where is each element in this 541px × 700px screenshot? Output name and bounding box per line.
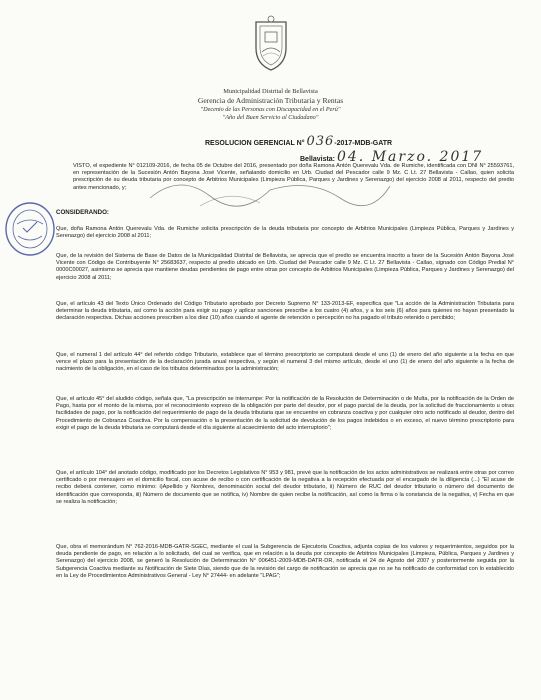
official-seal-stamp-icon — [3, 200, 57, 258]
municipal-crest-icon — [248, 14, 294, 72]
paragraph-5: Que, el artículo 45° del aludido código, señala que, "La prescripción se interrumpe: Por la notificación de la Resolución de Determinación o de Multa, por la notificación de la Orden de Pago, hasta por el monto de la misma, por el reconocimiento expreso de la obligación por parte del deudor, por el pago parcial de la deuda, por la solicitud de fraccionamiento u otras facilidades de pago, por la notificación del requerimiento de pago de la deuda tributaria que se encuentre en cobranza coactiva y por cualquier otro acto notificado al deudor, dentro del Procedimiento de Cobranza Coactiva. Por la compensación o la presentación de la solicitud de devolución de los pagos indebidos o en exceso, el nuevo término prescriptorio para exigir el pago de la deuda tributaria se computará desde el día siguiente al acaecimiento del acto interruptorio"; — [56, 396, 514, 431]
resolution-prefix: RESOLUCION GERENCIAL N° — [205, 140, 305, 147]
year-slogan: "Año del Buen Servicio al Ciudadano" — [222, 114, 319, 121]
date-label: Bellavista: — [300, 156, 336, 163]
paragraph-1: Que, doña Ramona Antón Querevalu Vda. de Rumiche solicita prescripción de la deuda tributaria por concepto de Arbitrios Municipales (Limpieza Pública, Parques y Jardines y Serenazgo) del ejercicio 2008 al 2011; — [56, 226, 514, 240]
paragraph-4: Que, el numeral 1 del artículo 44° del referido código Tributario, establece que el término prescriptorio se computará desde el uno (1) de enero del año siguiente a la fecha en que vence el plazo para la presentación de la declaración jurada anual respectiva, y según el numeral 3 del mismo artículo, desde el uno (1) de enero del año siguiente a la fecha de nacimiento de la obligación, en el caso de los tributos determinados por la administración; — [56, 352, 514, 373]
municipality-name: Municipalidad Distrital de Bellavista — [223, 88, 318, 95]
paragraph-3: Que, el artículo 43 del Texto Único Ordenado del Código Tributario aprobado por Decreto Supremo N° 133-2013-EF, especifica que "La acción de la Administración Tributaria para determinar la deuda tributaria, así como la acción para exigir su pago y aplicar sanciones prescribe a los cuatro (4) años, y a los seis (6) años para quienes no hayan presentado la declaración respectiva. Dichas acciones prescriben a los diez (10) años cuando el agente de retención o percepción no ha pagado el tributo retenido o percibido; — [56, 301, 514, 322]
paragraph-2: Que, de la revisión del Sistema de Base de Datos de la Municipalidad Distrital de Bellavista, se aprecia que el predio se encuentra inscrito a favor de la Sucesión Antón Bayona José Vicente con Código de Contribuyente N° 25683637, respecto al predio ubicado en Urb. Ciudad del Pescador calle 9 Mz. C Lt. 27 Bellavista - Callao, signado con Código Predial N° 0000C00027, asimismo se aprecia que mantiene deudas pendientes de pago entre otras por concepto de Arbitrios Municipales (Limpieza Pública, Parques y Jardines y Serenazgo) del ejercicio 2008 al 2011; — [56, 253, 514, 281]
decade-slogan: "Decenio de las Personas con Discapacidad en el Perú" — [200, 106, 341, 113]
resolution-number-handwritten: 036 — [306, 134, 335, 149]
department-name: Gerencia de Administración Tributaria y Rentas — [197, 96, 344, 105]
paragraph-7: Que, obra el memorándum N° 762-2016-MDB-GATR-SGEC, mediante el cual la Subgerencia de Ejecutoria Coactiva, adjunta copias de los valores y requerimientos, seguidos por la deuda pendiente de pago, en relación a lo solicitado, del cual se verifica, que en relación a la deuda por concepto de Arbitrios Municipales (Limpieza, Pública, Parques y Jardines y Serenazgo) del ejercicio 2008, se generó la Resolución de Determinación N° 006451-2009-MDB-DATR-DR, notificada el 24 de Agosto del 2007 y posteriormente seguida por la Subgerencia Coactiva mediante su Notificación de Siete Días, siendo que de la revisión del cargo de notificación se aprecia que no se ha notificado de conformidad con lo establecido en la Ley de Procedimientos Administrativos General - Ley N° 27444- en adelante "LPAG"; — [56, 544, 514, 579]
resolution-suffix: -2017-MDB-GATR — [334, 140, 393, 147]
considerando-heading: CONSIDERANDO: — [56, 209, 109, 216]
paragraph-6: Que, el artículo 104° del anotado código, modificado por los Decretos Legislativos N° 953 y 981, prevé que la notificación de los actos administrativos se realizará entre otras por correo certificado o por mensajero en el domicilio fiscal, con acuse de recibo o con certificación de la negativa a la recepción efectuada por el encargado de la diligencia (...) "El acuse de recibo deberá contener, como mínimo: i)Apellido y Nombres, denominación social del deudor tributario, ii) Número de RUC del deudor tributario o número del documento de identificación que corresponda, iii) Número de documento que se notifica, iv) Nombre de quien recibe la notificación, así como la firma o la constancia de la negativa, v) Fecha en que se realiza la notificación; — [56, 470, 514, 505]
visto-paragraph: VISTO, el expediente N° 012109-2016, de fecha 05 de Octubre del 2016, presentado por doña Ramona Antón Querevalu Vda. de Rumiche, identificada con DNI N° 25593761, en representación de la Sucesión Antón Bayona José Vicente, señalando domicilio en Urb. Ciudad del Pescador calle 9 Mz. C Lt. 27 Bellavista - Callao, quien solicita prescripción de su deuda tributaria por concepto de Arbitrios Municipales (Limpieza Pública, Parques y Jardines y Serenazgo) del ejercicio 2008 al 2011, respecto del predio antes mencionado, y; — [73, 163, 514, 191]
resolution-number-line — [205, 134, 392, 149]
date-handwritten: 04. Marzo. 2017 — [336, 149, 484, 165]
